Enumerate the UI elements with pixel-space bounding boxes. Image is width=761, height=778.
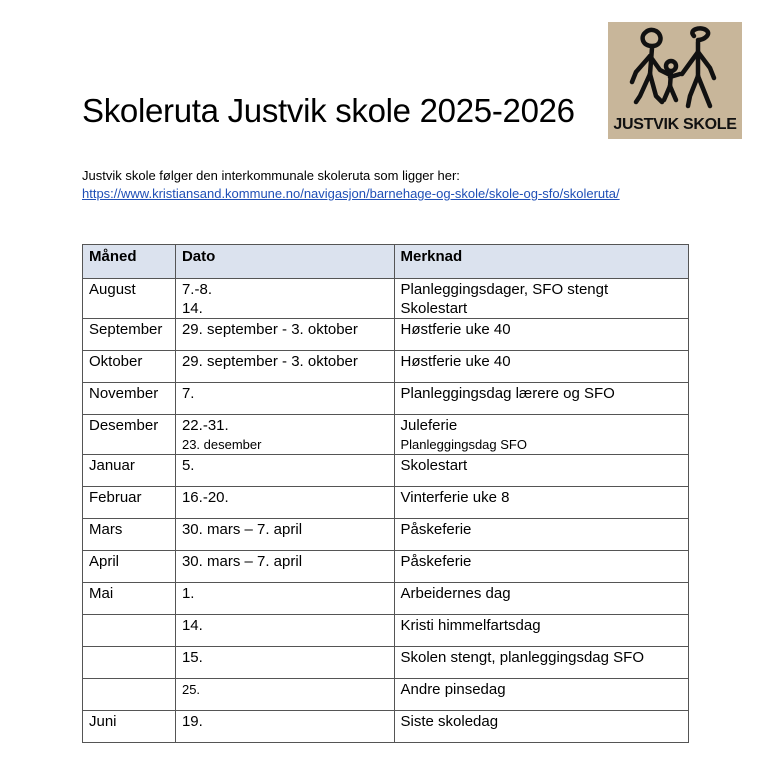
header-month: Måned [83, 245, 176, 279]
note-line: Skolen stengt, planleggingsdag SFO [400, 649, 644, 666]
date-line: 30. mars – 7. april [181, 521, 303, 538]
cell-date [175, 519, 394, 551]
table-row [83, 279, 689, 319]
cell-month [83, 647, 176, 679]
cell-month: September [83, 319, 176, 351]
school-logo [608, 22, 742, 139]
cell-date [175, 415, 394, 455]
date-line: 7. [181, 385, 195, 402]
date-line: 30. mars – 7. april [181, 553, 303, 570]
intro-text: Justvik skole følger den interkommunale skoleruta som ligger her: [82, 168, 460, 183]
cell-month [83, 615, 176, 647]
note-line: Planleggingsdager, SFO stengt [400, 281, 609, 298]
note-line: Vinterferie uke 8 [400, 489, 510, 506]
note-line: Påskeferie [400, 521, 472, 538]
cell-note [394, 279, 689, 319]
cell-month [83, 679, 176, 711]
note-line: Planleggingsdag lærere og SFO [400, 385, 615, 402]
cell-date [175, 583, 394, 615]
logo-text: JUSTVIK SKOLE [613, 116, 737, 133]
cell-note [394, 583, 689, 615]
date-line: 14. [181, 300, 203, 317]
cell-date [175, 455, 394, 487]
cell-date [175, 487, 394, 519]
date-line: 14. [181, 617, 203, 634]
note-line: Høstferie uke 40 [400, 353, 511, 370]
table-row [83, 647, 689, 679]
cell-note [394, 383, 689, 415]
note-line: Påskeferie [400, 553, 472, 570]
cell-note [394, 351, 689, 383]
date-line: 16.-20. [181, 489, 229, 506]
table-row [83, 487, 689, 519]
cell-date [175, 647, 394, 679]
cell-date [175, 383, 394, 415]
cell-month: Januar [83, 455, 176, 487]
cell-month: Juni [83, 711, 176, 743]
note-line: Juleferie [400, 417, 458, 434]
cell-date [175, 711, 394, 743]
cell-date [175, 319, 394, 351]
cell-date [175, 279, 394, 319]
header-note: Merknad [394, 245, 689, 279]
intro-section [82, 167, 620, 203]
cell-month: April [83, 551, 176, 583]
header-date: Dato [175, 245, 394, 279]
cell-date [175, 679, 394, 711]
cell-note [394, 319, 689, 351]
cell-note [394, 519, 689, 551]
cell-date [175, 351, 394, 383]
date-line: 29. september - 3. oktober [181, 353, 358, 370]
cell-note [394, 679, 689, 711]
cell-note [394, 455, 689, 487]
cell-month: Oktober [83, 351, 176, 383]
cell-month: Februar [83, 487, 176, 519]
cell-month: November [83, 383, 176, 415]
cell-note [394, 551, 689, 583]
note-line: Arbeidernes dag [400, 585, 511, 602]
table-row [83, 551, 689, 583]
table-header-row [83, 245, 689, 279]
date-line: 22.-31. [181, 417, 229, 434]
note-line: Planleggingsdag SFO [400, 437, 527, 452]
date-line: 5. [181, 457, 195, 474]
page-title: Skoleruta Justvik skole 2025-2026 [82, 92, 575, 129]
table-row [83, 383, 689, 415]
note-line: Kristi himmelfartsdag [400, 617, 541, 634]
cell-note [394, 615, 689, 647]
cell-note [394, 647, 689, 679]
note-line: Skolestart [400, 300, 468, 317]
table-row [83, 583, 689, 615]
date-line: 29. september - 3. oktober [181, 321, 358, 338]
note-line: Andre pinsedag [400, 681, 506, 698]
note-line: Høstferie uke 40 [400, 321, 511, 338]
table-row [83, 519, 689, 551]
table-row [83, 711, 689, 743]
table-row [83, 679, 689, 711]
skoleruta-link[interactable]: https://www.kristiansand.kommune.no/navigasjon/barnehage-og-skole/skole-og-sfo/skoleruta/ [82, 186, 620, 201]
cell-date [175, 551, 394, 583]
table-body [83, 279, 689, 743]
date-line: 19. [181, 713, 203, 730]
date-line: 7.-8. [181, 281, 212, 298]
cell-note [394, 415, 689, 455]
cell-month: Mars [83, 519, 176, 551]
cell-date [175, 615, 394, 647]
table-row [83, 415, 689, 455]
date-line: 23. desember [181, 437, 262, 452]
school-calendar-table [82, 244, 689, 743]
table-row [83, 319, 689, 351]
cell-month: August [83, 279, 176, 319]
table-row [83, 615, 689, 647]
cell-note [394, 711, 689, 743]
note-line: Skolestart [400, 457, 468, 474]
date-line: 1. [181, 585, 195, 602]
cell-month: Desember [83, 415, 176, 455]
date-line: 15. [181, 649, 203, 666]
cell-month: Mai [83, 583, 176, 615]
table-row [83, 455, 689, 487]
date-line: 25. [181, 682, 201, 697]
table-row [83, 351, 689, 383]
note-line: Siste skoledag [400, 713, 499, 730]
cell-note [394, 487, 689, 519]
